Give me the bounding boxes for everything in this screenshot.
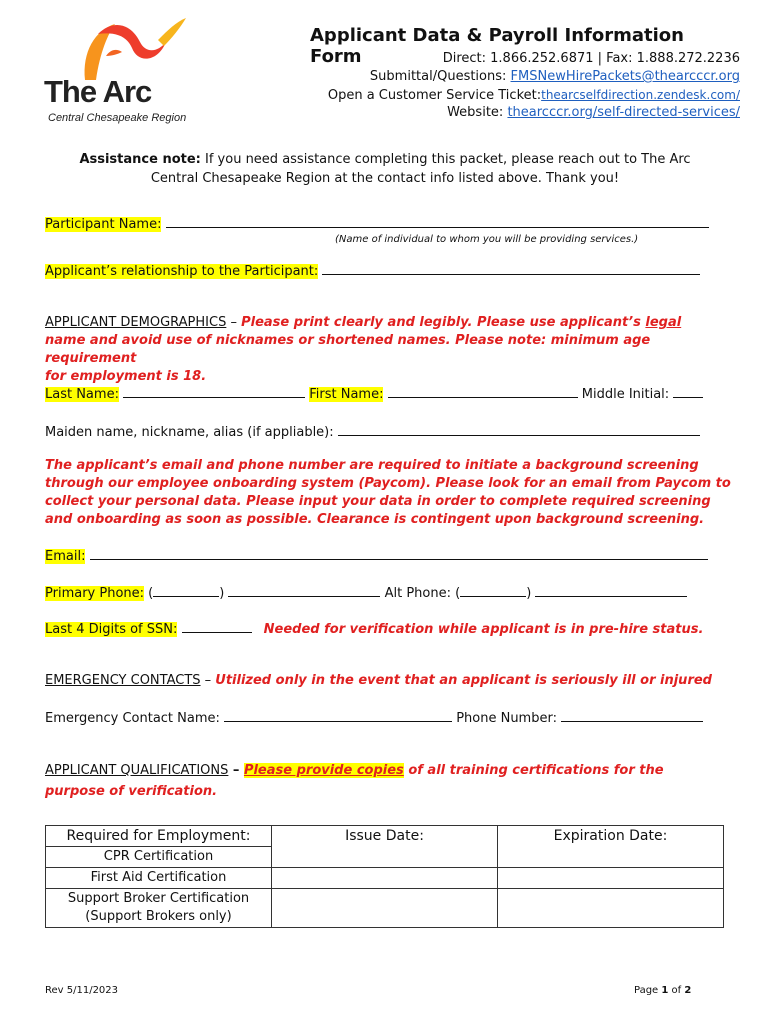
demographics-dash: – <box>226 315 242 330</box>
emergency-phone-label: Phone Number: <box>456 711 557 726</box>
demographics-section-header <box>45 314 735 386</box>
first-name-field[interactable] <box>388 385 578 398</box>
primary-phone-paren-close: ) <box>219 586 225 601</box>
screening-line-2: through our employee onboarding system (Paycom). Please look for an email from Paycom to <box>45 476 731 491</box>
submittal-email-link[interactable]: FMSNewHirePackets@thearcccr.org <box>510 69 740 84</box>
first-aid-expiration-date-field[interactable] <box>498 868 724 889</box>
submittal-label: Submittal/Questions: <box>369 69 511 84</box>
ticket-label: Open a Customer Service Ticket: <box>327 88 542 103</box>
maiden-row <box>45 423 700 440</box>
participant-name-hint: (Name of individual to whom you will be providing services.) <box>335 234 639 245</box>
page-total: 2 <box>684 985 692 996</box>
primary-phone-field[interactable] <box>228 584 380 597</box>
assistance-label: Assistance note: <box>79 152 201 167</box>
table-row-support-broker <box>46 889 272 928</box>
emergency-dash: – <box>200 673 216 688</box>
demographics-note-2: name and avoid use of nicknames or shortened names. Please note: minimum age requirement <box>45 333 651 366</box>
middle-initial-label: Middle Initial: <box>581 387 670 402</box>
name-row <box>45 385 703 402</box>
page-number <box>634 985 691 996</box>
last-name-field[interactable] <box>123 385 305 398</box>
email-label: Email: <box>45 549 86 564</box>
page-current: 1 <box>661 985 669 996</box>
revision-date: Rev 5/11/2023 <box>45 985 119 996</box>
emergency-heading: EMERGENCY CONTACTS <box>45 673 201 688</box>
screening-line-4: and onboarding as soon as possible. Clearance is contingent upon background screening. <box>45 512 705 527</box>
relationship-row <box>45 262 700 279</box>
participant-name-field[interactable] <box>166 215 709 228</box>
email-field[interactable] <box>90 547 708 560</box>
qualifications-dash: – <box>228 763 244 778</box>
emergency-section-header <box>45 673 712 688</box>
logo-name: The Arc <box>44 74 152 109</box>
first-name-label: First Name: <box>309 387 384 402</box>
ssn-row <box>45 620 703 637</box>
qualifications-note-2: purpose of verification. <box>45 784 218 799</box>
relationship-field[interactable] <box>322 262 700 275</box>
table-row-first-aid: First Aid Certification <box>46 868 272 889</box>
participant-name-label: Participant Name: <box>45 217 162 232</box>
qualifications-copies: Please provide copies <box>243 763 404 778</box>
assistance-text-2: Central Chesapeake Region at the contact info listed above. Thank you! <box>150 171 620 186</box>
logo-region: Central Chesapeake Region <box>48 112 187 124</box>
ticket-link[interactable]: thearcselfdirection.zendesk.com/ <box>541 88 740 102</box>
ssn-note: Needed for verification while applicant is in pre-hire status. <box>263 622 704 637</box>
alt-phone-field[interactable] <box>535 584 687 597</box>
primary-phone-paren-open: ( <box>148 586 154 601</box>
last-name-label: Last Name: <box>45 387 119 402</box>
screening-line-1: The applicant’s email and phone number are required to initiate a background screening <box>45 458 699 473</box>
emergency-row <box>45 709 703 726</box>
primary-phone-area-field[interactable] <box>153 584 219 597</box>
ssn-label: Last 4 Digits of SSN: <box>45 622 178 637</box>
col-header-issue-date: Issue Date: <box>272 826 498 868</box>
phone-row <box>45 584 687 601</box>
col-header-required: Required for Employment: <box>46 826 272 847</box>
screening-line-3: collect your personal data. Please input your data in order to complete required screening <box>45 494 711 509</box>
assistance-text-1: If you need assistance completing this packet, please reach out to The Arc <box>200 152 691 167</box>
maiden-field[interactable] <box>338 423 700 436</box>
ticket-line <box>328 86 740 105</box>
website-line <box>447 104 740 122</box>
demographics-heading: APPLICANT DEMOGRAPHICS <box>45 315 227 330</box>
support-broker-issue-date-field[interactable] <box>272 889 498 928</box>
direct-fax: Direct: 1.866.252.6871 | Fax: 1.888.272.2236 <box>442 51 740 66</box>
emergency-note: Utilized only in the event that an applicant is seriously ill or injured <box>215 673 712 688</box>
demographics-note-1: Please print clearly and legibly. Please use applicant’s <box>241 315 646 330</box>
qualifications-section-header <box>45 760 735 802</box>
alt-phone-area-field[interactable] <box>460 584 526 597</box>
primary-phone-label: Primary Phone: <box>45 586 145 601</box>
alt-phone-paren-open: ( <box>455 586 461 601</box>
alt-phone-paren-close: ) <box>526 586 532 601</box>
support-broker-label: Support Broker Certification <box>67 891 250 906</box>
middle-initial-field[interactable] <box>673 385 703 398</box>
maiden-label: Maiden name, nickname, alias (if appliable): <box>45 425 334 440</box>
demographics-note-3: for employment is 18. <box>45 369 207 384</box>
table-row-cpr: CPR Certification <box>46 847 272 868</box>
page-title: Applicant Data & Payroll Information Form <box>310 25 684 67</box>
ssn-field[interactable] <box>182 620 252 633</box>
alt-phone-label: Alt Phone: <box>384 586 451 601</box>
page-prefix: Page <box>634 985 662 996</box>
submittal-line <box>370 68 740 86</box>
col-header-expiration-date: Expiration Date: <box>498 826 724 868</box>
website-link[interactable]: thearcccr.org/self-directed-services/ <box>507 105 740 120</box>
emergency-contact-field[interactable] <box>224 709 452 722</box>
qualifications-heading: APPLICANT QUALIFICATIONS <box>45 763 229 778</box>
support-broker-note: (Support Brokers only) <box>85 909 232 924</box>
email-row <box>45 547 708 564</box>
support-broker-expiration-date-field[interactable] <box>498 889 724 928</box>
screening-note <box>45 457 735 529</box>
first-aid-issue-date-field[interactable] <box>272 868 498 889</box>
relationship-label: Applicant’s relationship to the Participant: <box>45 264 319 279</box>
participant-name-row <box>45 215 709 232</box>
assistance-note <box>40 150 730 188</box>
qualifications-table <box>45 825 724 928</box>
emergency-phone-field[interactable] <box>561 709 703 722</box>
emergency-contact-label: Emergency Contact Name: <box>45 711 220 726</box>
website-label: Website: <box>447 105 508 120</box>
arc-logo <box>40 12 200 132</box>
demographics-note-legal: legal <box>645 315 682 330</box>
qualifications-note-1: of all training certifications for the <box>403 763 664 778</box>
page-of: of <box>668 985 685 996</box>
